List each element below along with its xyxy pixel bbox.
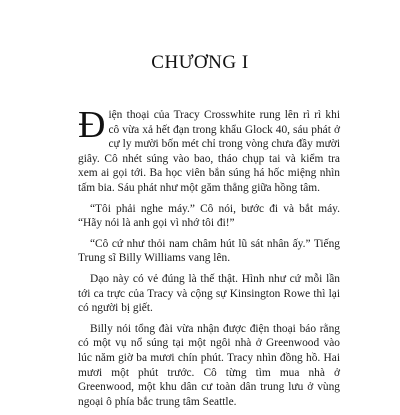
drop-cap: Đ: [78, 104, 106, 146]
paragraph-1-text: iện thoại của Tracy Crosswhite rung lên rì rì khi cô vừa xả hết đạn trong khẩu Glock 40, sáu phát ở cự ly mười bốn mét chỉ trong vòng chưa đầy mười giây. Cô nhét súng vào bao, tháo chụp tai và kiểm tra xem ai gọi tới. Ba học viên bắn súng há hốc miệng nhìn tấm bia. Sáu phát như một găm thẳng giữa hồng tâm.: [78, 109, 340, 194]
paragraph-1: [78, 104, 340, 196]
paragraph-4: Dạo này có vẻ đúng là thế thật. Hình như cứ mỗi lần tới ca trực của Tracy và cộng sự Kinsington Rowe thì lại có người bị giết.: [78, 272, 340, 315]
chapter-title: CHƯƠNG I: [151, 52, 249, 73]
paragraph-2: “Tôi phải nghe máy.” Cô nói, bước đi và bắt máy. “Hãy nói là anh gọi vì nhớ tôi đi!”: [78, 202, 340, 230]
chapter-body: [78, 104, 340, 415]
paragraph-3: “Cô cứ như thỏi nam châm hút lũ sát nhân ấy.” Tiếng Trung sĩ Billy Williams vang lên.: [78, 237, 340, 265]
paragraph-5: Billy nói tổng đài vừa nhận được điện thoại báo rằng có một vụ nổ súng tại một ngôi nhà ở Greenwood vào lúc năm giờ ba mươi chín phút. Tracy nhìn đồng hồ. Hai mươi một phút trước. Cô từng tìm mua nhà ở Greenwood, một khu dân cư toàn dân trung lưu ở vùng ngoại ô phía bắc trung tâm Seattle.: [78, 322, 340, 408]
